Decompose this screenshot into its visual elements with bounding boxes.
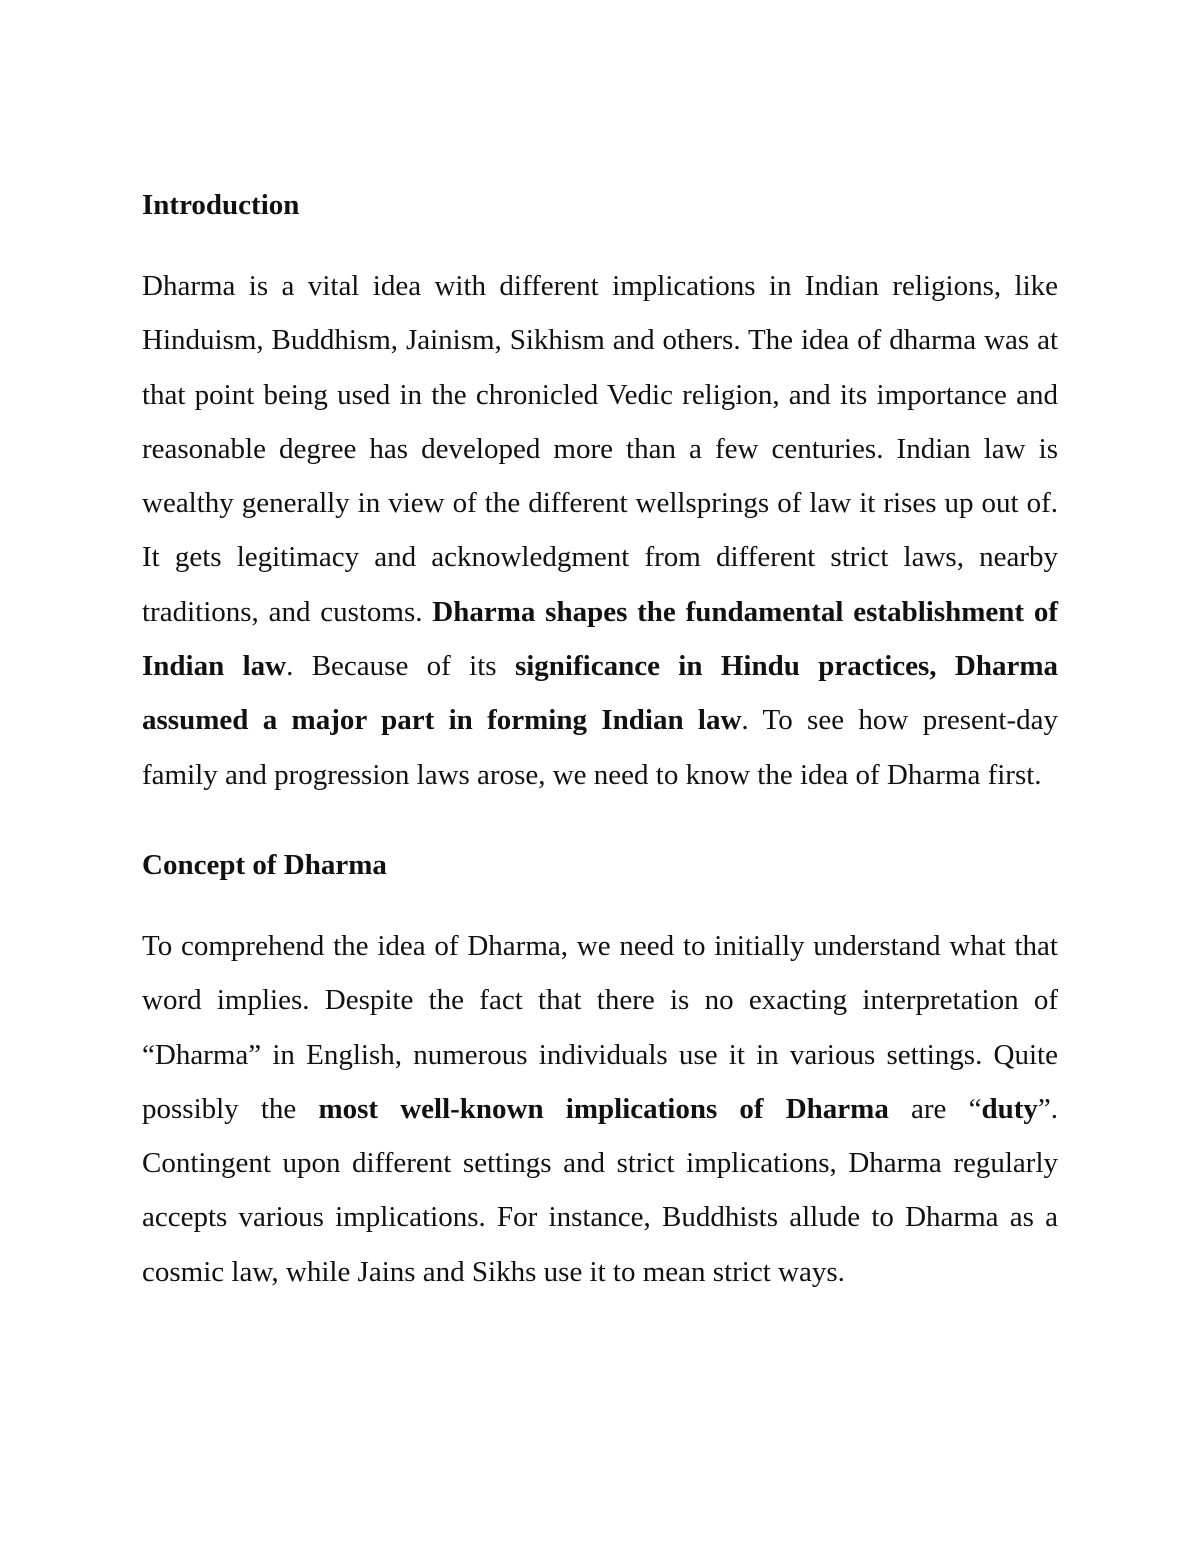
document-body — [142, 178, 1058, 1335]
text-run: . Because of its — [286, 650, 515, 683]
text-run: are “ — [888, 1092, 982, 1125]
paragraph-concept-of-dharma — [142, 919, 1058, 1299]
text-run: To comprehend the idea of Dharma, we need to initially understand what that word implies. Despite the fact that there is no exacting interpretation of “Dharma” in English, numerous individuals use it in various settings. Quite possibly the — [142, 929, 1058, 1125]
text-run: . To see how present-day family and progression laws arose, we need to know the idea of Dharma first. — [142, 704, 1058, 791]
bold-text-run: Dharma shapes the fundamental establishment of Indian law — [142, 595, 1058, 683]
bold-text-run: most well-known implications of Dharma — [318, 1092, 889, 1125]
bold-text-run: duty — [981, 1092, 1038, 1125]
text-run: ”. Contingent upon different settings and strict implications, Dharma regularly accepts various implications. For instance, Buddhists allude to Dharma as a cosmic law, while Jains and Sikhs use it to mean strict ways. — [142, 1092, 1058, 1288]
section-heading-concept-of-dharma: Concept of Dharma — [142, 848, 387, 881]
bold-text-run: significance in Hindu practices, Dharma assumed a major part in forming Indian law — [142, 650, 1059, 737]
text-run: Dharma is a vital idea with different implications in Indian religions, like Hinduism, Buddhism, Jainism, Sikhism and others. The idea of dharma was at that point being used in the chronicled Vedic religion, and its importance and reasonable degree has developed more than a few centuries. Indian law is wealthy generally in view of the different wellsprings of law it rises up out of. It gets legitimacy and acknowledgment from different strict laws, nearby traditions, and customs. — [142, 270, 1058, 628]
paragraph-introduction — [142, 259, 1058, 802]
section-heading-introduction: Introduction — [142, 189, 300, 221]
